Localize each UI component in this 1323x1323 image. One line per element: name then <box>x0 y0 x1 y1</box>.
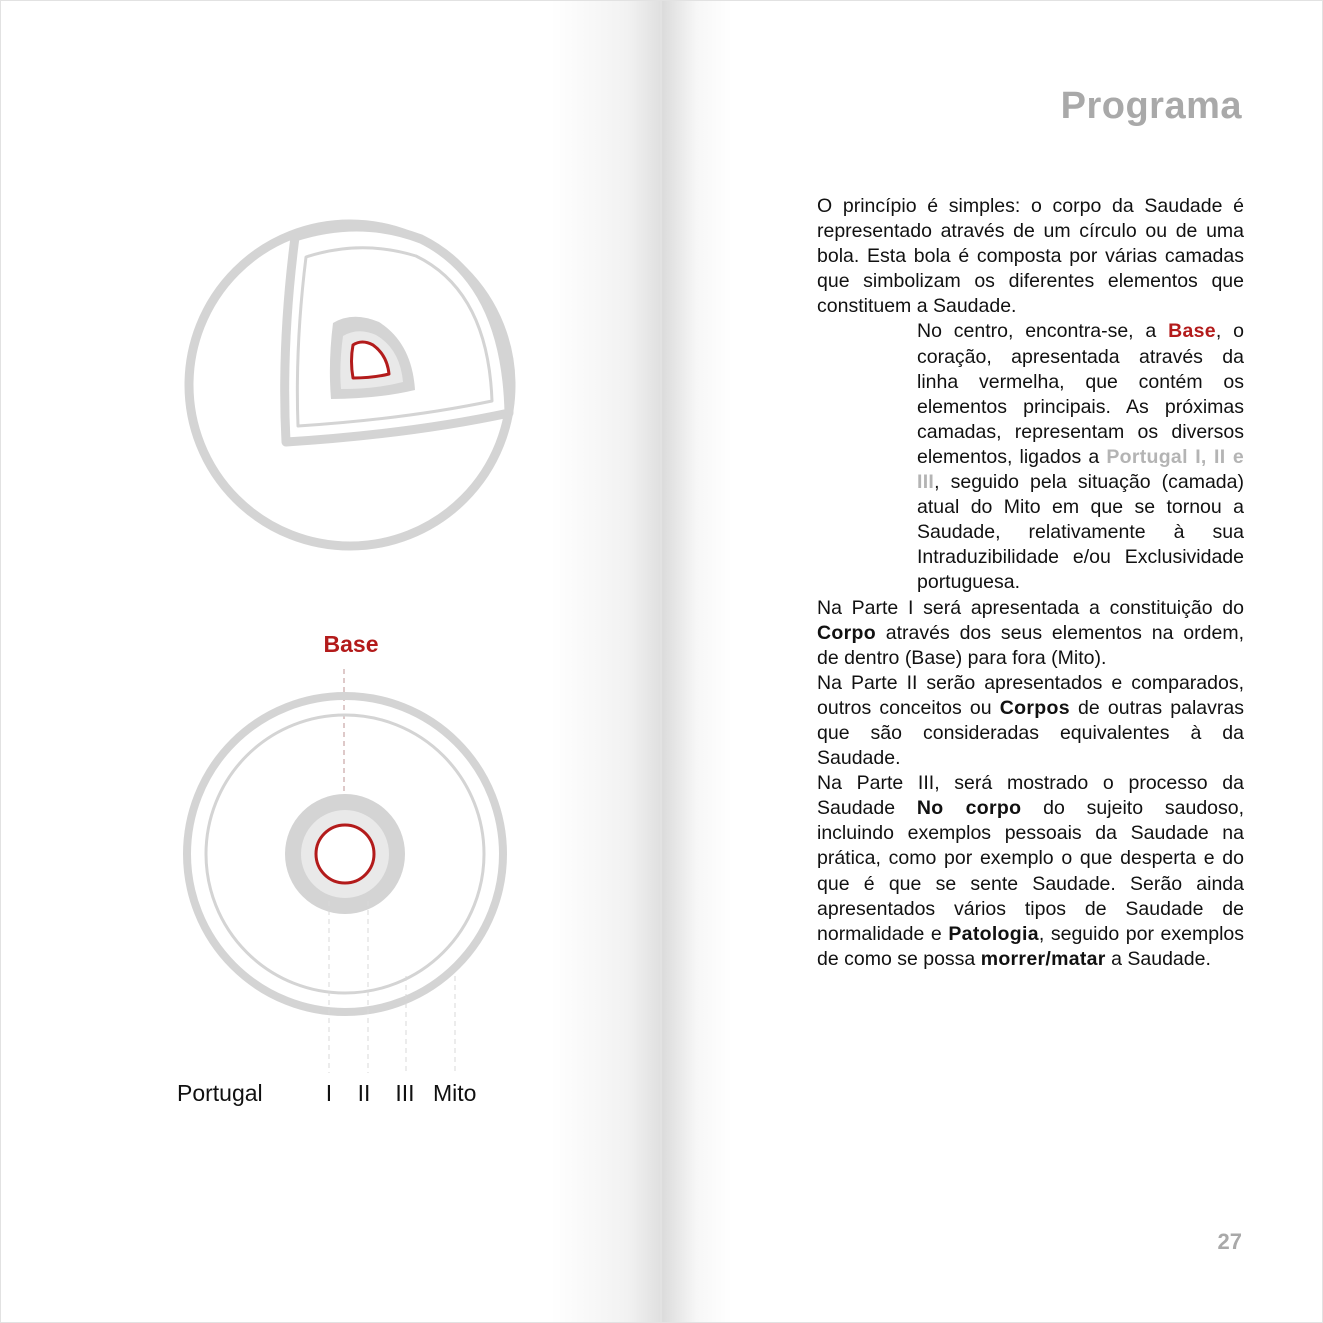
gutter-shadow-left <box>550 1 660 1322</box>
gutter-shadow-right <box>662 1 732 1322</box>
term-morrer-matar: morrer/matar <box>980 947 1106 970</box>
paragraph-parte-i: Na Parte I será apresentada a constituição do Corpo através dos seus elementos na ordem, de dentro (Base) para fora (Mito). <box>817 596 1244 669</box>
base-label: Base <box>323 631 379 657</box>
paragraph-intro: O princípio é simples: o corpo da Saudade é representado através de um círculo ou de uma bola. Esta bola é composta por várias camadas que simbolizam os diferentes elementos que constituem a Saudade. <box>817 195 1244 318</box>
label-mito: Mito <box>433 1080 477 1106</box>
label-portugal: Portugal <box>177 1080 263 1106</box>
right-page <box>661 0 1323 1323</box>
term-patologia: Patologia <box>948 922 1039 945</box>
layer-ring-diagram <box>177 631 503 1106</box>
term-corpos: Corpos <box>999 696 1070 719</box>
ring-base <box>316 825 374 883</box>
page-number: 27 <box>1217 1229 1242 1254</box>
body-text <box>817 194 1244 972</box>
sphere-cutaway-illustration <box>189 224 511 546</box>
label-iii: III <box>395 1080 415 1106</box>
term-no-corpo: No corpo <box>916 797 1022 820</box>
paragraph-parte-iii: Na Parte III, será mostrado o processo da Saudade No corpo do sujeito saudoso, incluindo exemplos pessoais da Saudade na prática, como por exemplo o que desperta e do que é que se sente Saudade. Serão ainda apresentados vários tipos de Saudade de normalidade e Patologia, seguido por exemplos de como se possa morrer/matar a Saudade. <box>817 772 1245 970</box>
label-i: I <box>325 1080 333 1106</box>
paragraph-base: No centro, encontra-se, a Base, o coração, apresentada através da linha vermelha, que contém os elementos principais. As próximas camadas, representam os diversos elementos, ligados a Portugal I, II e III, seguido pela situação (camada) atual do Mito em que se tornou a Saudade, relativamente à sua Intraduzibilidade e/ou Exclusividade portuguesa. <box>917 320 1244 594</box>
page-title: Programa <box>1060 85 1242 127</box>
paragraph-parte-ii: Na Parte II serão apresentados e comparados, outros conceitos ou Corpos de outras palavras que são consideradas equivalentes à da Saudade. <box>817 671 1244 770</box>
label-ii: II <box>357 1080 371 1106</box>
left-page <box>0 0 661 1323</box>
cutaway-wedge <box>285 227 509 442</box>
term-portugal: Portugal I, II e III <box>917 445 1244 494</box>
term-corpo: Corpo <box>817 621 876 644</box>
term-base: Base <box>1168 320 1216 343</box>
